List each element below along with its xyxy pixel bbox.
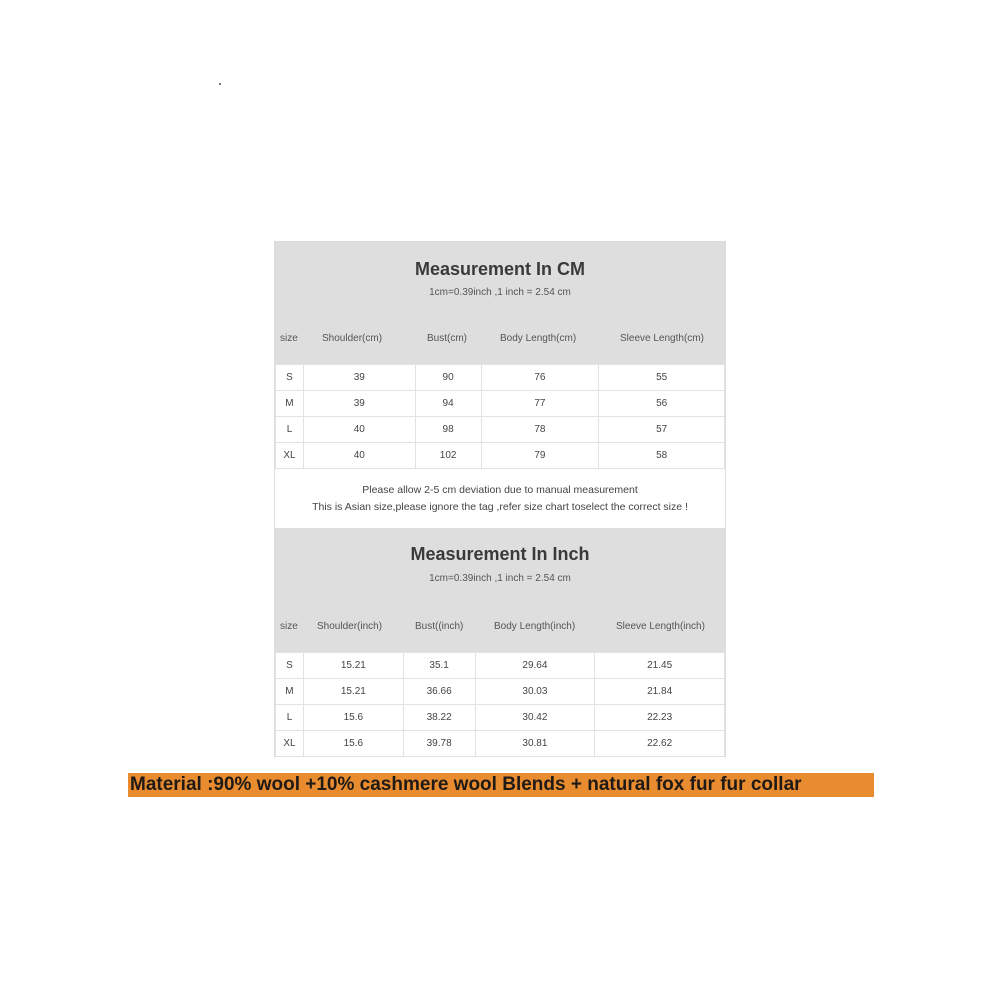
table-cell: 76 (481, 365, 599, 391)
inch-table (275, 652, 725, 757)
table-cell: L (276, 705, 304, 731)
table-cell: 39 (303, 365, 415, 391)
cm-col-size: size (280, 333, 298, 344)
inch-col-sleeve-length: Sleeve Length(inch) (616, 621, 705, 632)
table-cell: 30.81 (475, 731, 595, 757)
inch-col-body-length: Body Length(inch) (494, 621, 576, 632)
table-cell: 35.1 (403, 653, 475, 679)
table-cell: 77 (481, 391, 599, 417)
table-cell: 90 (415, 365, 481, 391)
table-cell: 58 (599, 443, 725, 469)
table-cell: 102 (415, 443, 481, 469)
table-cell: 15.21 (303, 653, 403, 679)
cm-col-bust: Bust(cm) (427, 333, 467, 344)
asian-size-note: This is Asian size,please ignore the tag ,refer size chart toselect the correct size ! (312, 501, 688, 513)
table-cell: M (276, 391, 304, 417)
table-cell: 40 (303, 417, 415, 443)
table-cell: 21.84 (595, 679, 725, 705)
table-row (276, 731, 725, 757)
table-cell: M (276, 679, 304, 705)
deviation-note: Please allow 2-5 cm deviation due to manual measurement (362, 484, 638, 496)
table-cell: 30.42 (475, 705, 595, 731)
table-cell: 15.6 (303, 705, 403, 731)
cm-col-body-length: Body Length(cm) (500, 333, 577, 344)
table-cell: 39.78 (403, 731, 475, 757)
cm-conversion: 1cm=0.39inch ,1 inch = 2.54 cm (429, 287, 571, 298)
inch-col-bust: Bust((inch) (415, 621, 464, 632)
table-cell: 39 (303, 391, 415, 417)
table-cell: L (276, 417, 304, 443)
table-cell: 57 (599, 417, 725, 443)
cm-header-band (275, 242, 725, 364)
table-cell: XL (276, 731, 304, 757)
table-row (276, 365, 725, 391)
inch-header-band (275, 528, 725, 652)
stray-dot (219, 83, 221, 85)
material-banner: Material :90% wool +10% cashmere wool Blends + natural fox fur fur collar (128, 773, 874, 797)
table-cell: S (276, 653, 304, 679)
table-cell: 29.64 (475, 653, 595, 679)
table-cell: 98 (415, 417, 481, 443)
table-cell: 78 (481, 417, 599, 443)
table-cell: 55 (599, 365, 725, 391)
table-row (276, 443, 725, 469)
table-cell: S (276, 365, 304, 391)
table-cell: 22.23 (595, 705, 725, 731)
table-cell: 15.21 (303, 679, 403, 705)
table-row (276, 705, 725, 731)
table-cell: 21.45 (595, 653, 725, 679)
inch-col-size: size (280, 621, 298, 632)
table-cell: 36.66 (403, 679, 475, 705)
table-cell: 22.62 (595, 731, 725, 757)
cm-col-sleeve-length: Sleeve Length(cm) (620, 333, 704, 344)
cm-table (275, 364, 725, 469)
inch-conversion: 1cm=0.39inch ,1 inch = 2.54 cm (429, 573, 571, 584)
table-cell: 30.03 (475, 679, 595, 705)
inch-title: Measurement In Inch (410, 544, 590, 564)
inch-col-shoulder: Shoulder(inch) (317, 621, 383, 632)
table-cell: XL (276, 443, 304, 469)
table-cell: 40 (303, 443, 415, 469)
cm-title: Measurement In CM (414, 259, 586, 279)
cm-col-shoulder: Shoulder(cm) (322, 333, 383, 344)
table-cell: 79 (481, 443, 599, 469)
table-cell: 15.6 (303, 731, 403, 757)
table-cell: 56 (599, 391, 725, 417)
table-cell: 38.22 (403, 705, 475, 731)
table-row (276, 679, 725, 705)
size-chart (274, 241, 726, 757)
table-row (276, 417, 725, 443)
table-row (276, 653, 725, 679)
table-row (276, 391, 725, 417)
table-cell: 94 (415, 391, 481, 417)
